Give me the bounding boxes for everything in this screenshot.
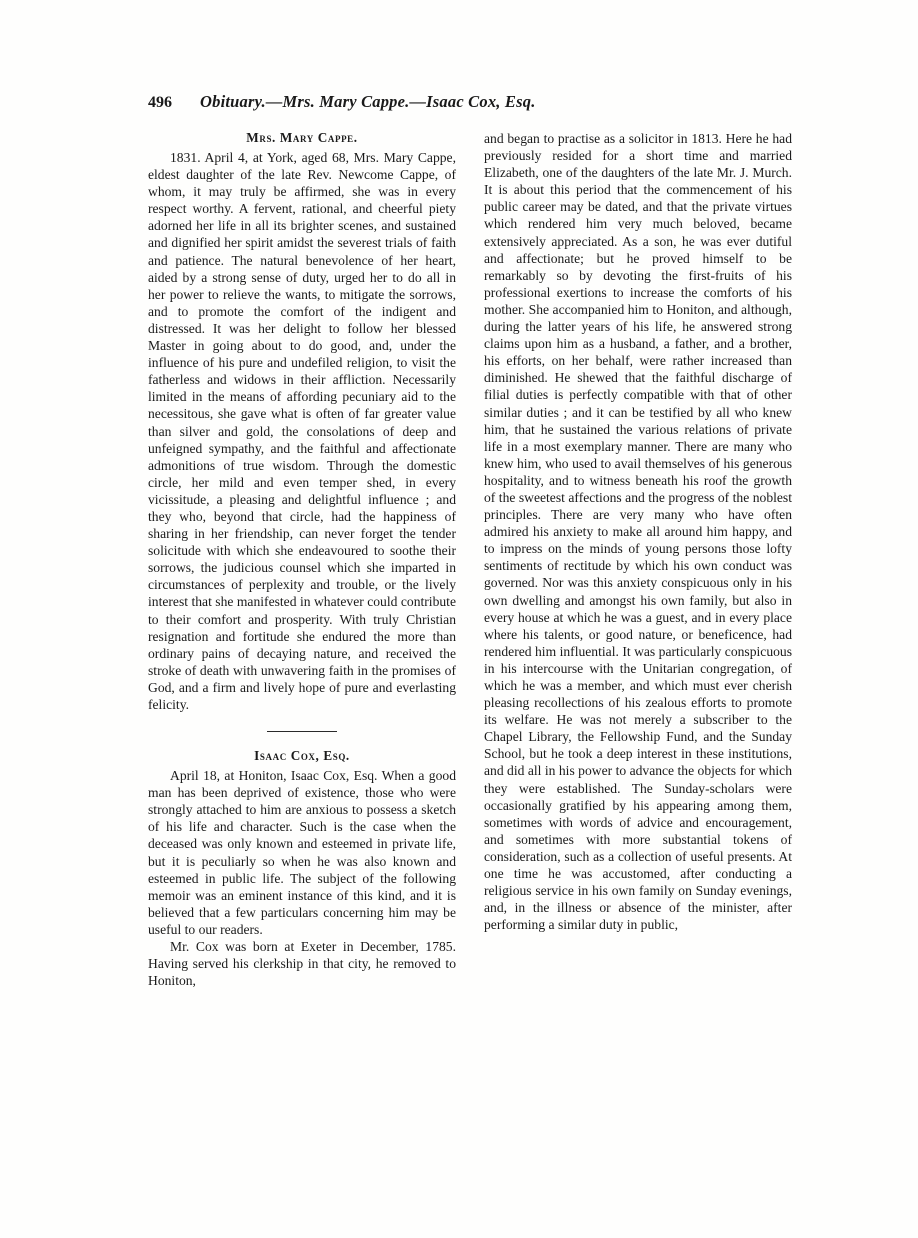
running-title: Obituary.—Mrs. Mary Cappe.—Isaac Cox, Esq. (200, 92, 536, 111)
text-columns (148, 130, 792, 989)
left-column (148, 130, 456, 989)
page-number: 496 (148, 94, 172, 111)
section-heading-mrs-mary-cappe: Mrs. Mary Cappe. (246, 130, 358, 145)
section-divider (267, 731, 337, 732)
paragraph-cox-continued: and began to practise as a solicitor in 1813. Here he had previously resided for a short time and married Elizabeth, one of the daughters of the late Mr. J. Murch. It is about this period that the commencement of his public career may be dated, and that the private virtues which rendered him very much beloved, became extensively appreciated. As a son, he was ever dutiful and affectionate; but he proved himself to be remarkably so by devoting the first-fruits of his professional exertions to increase the comforts of his mother. She accompanied him to Honiton, and although, during the latter years of his life, he answered strong claims upon him as a husband, a father, and a brother, his efforts, on her behalf, were rather increased than diminished. He shewed that the faithful discharge of filial duties is perfectly compatible with that of other similar duties ; and it can be testified by all who knew him, that he sustained the various relations of private life in a most exemplary manner. There are many who knew him, who used to avail themselves of his generous hospitality, and to witness beneath his roof the growth of the sweetest affections and the progress of the noblest principles. There are very many who have often admired his anxiety to make all around him happy, and to impress on the minds of young persons those lofty sentiments of rectitude by which his own conduct was governed. Nor was this anxiety conspicuous only in his own dwelling and amongst his own family, but also in every house at which he was a guest, and in every place where his talents, or good nature, or beneficence, had rendered him influential. It was particularly conspicuous in his intercourse with the Unitarian congregation, of which he was a member, and which must ever cherish pleasing recollections of his zealous efforts to promote its welfare. He was not merely a subscriber to the Chapel Library, the Fellowship Fund, and the Sunday School, but he took a deep interest in these institutions, and did all in his power to advance the objects for which they were established. The Sunday-scholars were occasionally gratified by his appearing among them, sometimes with words of advice and encouragement, and sometimes with more substantial tokens of consideration, such as a collection of useful presents. At one time he was accustomed, after conducting a religious service in his own family on Sunday evenings, and, in the illness or absence of the minister, after performing a similar duty in public, (484, 131, 792, 933)
paragraph-cox-2: Mr. Cox was born at Exeter in December, 1785. Having served his clerkship in that city, he removed to Honiton, (148, 939, 456, 989)
paragraph-cox-1: April 18, at Honiton, Isaac Cox, Esq. When a good man has been deprived of existence, those who were strongly attached to him are anxious to possess a sketch of his life and character. Such is the case when the deceased was only known and esteemed in private life, but it is peculiarly so when he was also known and esteemed in public life. The subject of the following memoir was an eminent instance of this kind, and it is believed that a few particulars concerning him may be useful to our readers. (148, 768, 456, 937)
section-heading-isaac-cox: Isaac Cox, Esq. (254, 748, 350, 764)
paragraph-cappe-1: 1831. April 4, at York, aged 68, Mrs. Mary Cappe, eldest daughter of the late Rev. Newcome Cappe, of whom, it may truly be affirmed, she was in every respect worthy. A fervent, rational, and cheerful piety adorned her life in all its brighter scenes, and sustained and dignified her spirit amidst the severest trials of faith and patience. The natural benevolence of her heart, aided by a strong sense of duty, urged her to do all in her power to relieve the wants, to mitigate the sorrows, and to promote the comfort of the indigent and distressed. It was her delight to follow her blessed Master in going about to do good, and, under the influence of his pure and undefiled religion, to visit the fatherless and widows in their affliction. Necessarily limited in the means of affording pecuniary aid to the necessitous, she gave what is often of far greater value than silver and gold, the consolations of deep and unfeigned sympathy, and the faithful and affectionate admonitions of true wisdom. Through the domestic circle, her mild and even temper shed, in every vicissitude, a pleasing and delightful influence ; and they who, beyond that circle, had the happiness of sharing in her friendship, can never forget the tender solicitude with which she endeavoured to soothe their sorrows, the judicious counsel which she imparted in circumstances of perplexity and trouble, or the lively interest that she manifested in whatever could contribute to their comfort and prosperity. With truly Christian resignation and fortitude she endured the more than ordinary pains of decaying nature, and received the stroke of death with unwavering faith in the promises of God, and a firm and lively hope of pure and everlasting felicity. (148, 150, 456, 712)
page-header (148, 92, 788, 114)
right-column (484, 130, 792, 989)
